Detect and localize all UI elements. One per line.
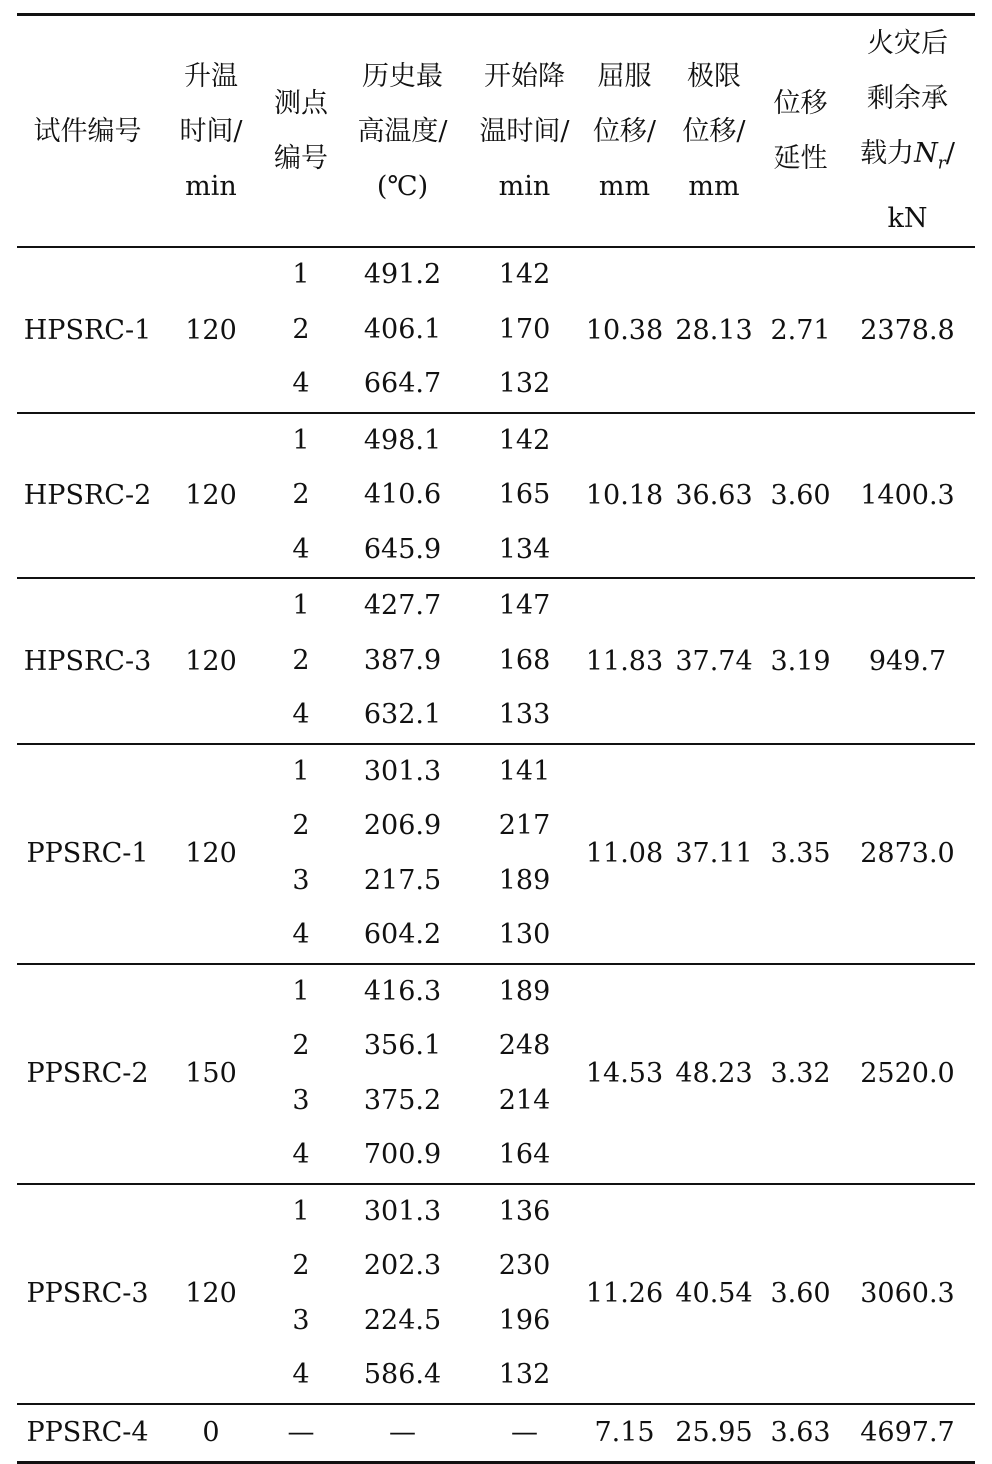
point-no-cell: 4 [292,533,310,565]
point-no-cell: 2 [292,810,310,842]
max-temp-cell: 700.9 [363,1139,442,1171]
point-no-cell: 3 [292,1304,310,1336]
ductility-cell: 3.63 [770,1417,831,1449]
point-no-cell: 1 [292,975,310,1007]
header-cooling-start: 开始降 温时间/ min [479,60,570,202]
heating-time-cell: 120 [185,838,237,870]
ductility-cell: 3.32 [770,1058,831,1090]
max-temp-cell: 410.6 [363,479,442,511]
header-residual-capacity: 火灾后 剩余承 载力$N_r/$ kN [860,28,955,235]
cooling-start-cell: 136 [498,1195,551,1227]
ductility-cell: 3.60 [770,1278,831,1310]
specimen-group [17,744,975,964]
point-no-cell: 4 [292,699,310,731]
point-no-cell: 4 [292,1139,310,1171]
cooling-start-cell: 141 [498,755,551,787]
ultimate-disp-cell: 37.74 [675,645,753,677]
table-row [17,1184,975,1240]
point-no-cell: 1 [292,590,310,622]
ductility-cell: 3.35 [770,838,831,870]
specimen-group [17,247,975,413]
heating-time-cell: 120 [185,1278,237,1310]
cooling-start-cell: 214 [498,1084,551,1116]
ductility-cell: 3.60 [770,480,831,512]
cooling-start-cell: 133 [498,699,551,731]
cooling-start-cell: 132 [498,1359,551,1391]
point-no-cell: 4 [292,368,310,400]
specimen-id-cell: PPSRC-4 [26,1417,149,1449]
max-temp-cell: — [389,1417,416,1449]
ductility-cell: 3.19 [770,645,831,677]
max-temp-cell: 645.9 [363,533,442,565]
cooling-start-cell: 168 [498,644,551,676]
cooling-start-cell: 130 [498,919,551,951]
header-row [17,15,975,248]
results-table-wrapper [17,13,975,1464]
point-no-cell: 2 [292,313,310,345]
max-temp-cell: 427.7 [363,590,442,622]
header-heating-time: 升温 时间/ min [179,60,243,202]
max-temp-cell: 206.9 [363,810,442,842]
max-temp-cell: 416.3 [363,975,442,1007]
residual-capacity-cell: 4697.7 [860,1417,955,1449]
cooling-start-cell: 170 [498,313,551,345]
point-no-cell: 1 [292,424,310,456]
specimen-group [17,1184,975,1404]
point-no-cell: 1 [292,755,310,787]
residual-capacity-cell: 2873.0 [860,838,955,870]
specimen-id-cell: PPSRC-3 [26,1278,149,1310]
max-temp-cell: 498.1 [363,424,442,456]
residual-capacity-cell: 2520.0 [860,1058,955,1090]
point-no-cell: 2 [292,1250,310,1282]
ultimate-disp-cell: 48.23 [675,1058,753,1090]
max-temp-cell: 664.7 [363,368,442,400]
heating-time-cell: 120 [185,314,237,346]
residual-capacity-cell: 949.7 [868,645,947,677]
cooling-start-cell: 217 [498,810,551,842]
cooling-start-cell: 248 [498,1030,551,1062]
max-temp-cell: 301.3 [363,755,442,787]
max-temp-cell: 406.1 [363,313,442,345]
cooling-start-cell: 230 [498,1250,551,1282]
heating-time-cell: 0 [202,1417,220,1449]
max-temp-cell: 301.3 [363,1195,442,1227]
table-row [17,247,975,303]
residual-capacity-cell: 1400.3 [860,480,955,512]
cooling-start-cell: 134 [498,533,551,565]
yield-disp-cell: 11.26 [585,1278,664,1310]
cooling-start-cell: 165 [498,479,551,511]
header-max-temp: 历史最 高温度/ (℃) [357,60,448,202]
heating-time-cell: 120 [185,480,237,512]
point-no-cell: — [287,1417,315,1449]
header-ultimate-disp: 极限 位移/ mm [682,60,746,202]
point-no-cell: 4 [292,919,310,951]
cooling-start-cell: 142 [498,424,551,456]
header-specimen: 试件编号 [33,115,142,147]
yield-disp-cell: 10.18 [585,480,664,512]
yield-disp-cell: 11.83 [585,645,664,677]
max-temp-cell: 202.3 [363,1250,442,1282]
cooling-start-cell: 189 [498,975,551,1007]
specimen-group [17,578,975,744]
point-no-cell: 4 [292,1359,310,1391]
max-temp-cell: 632.1 [363,699,442,731]
specimen-id-cell: HPSRC-2 [23,480,152,512]
table-row [17,1404,975,1463]
point-no-cell: 3 [292,1084,310,1116]
cooling-start-cell: 164 [498,1139,551,1171]
specimen-id-cell: PPSRC-2 [26,1058,149,1090]
cooling-start-cell: 147 [498,590,551,622]
specimen-id-cell: HPSRC-3 [23,645,152,677]
residual-capacity-cell: 3060.3 [860,1278,955,1310]
specimen-id-cell: HPSRC-1 [23,314,152,346]
table-row [17,964,975,1020]
table-row [17,413,975,469]
test-results-table [17,13,975,1464]
max-temp-cell: 491.2 [363,259,442,291]
cooling-start-cell: 189 [498,864,551,896]
cooling-start-cell: 132 [498,368,551,400]
yield-disp-cell: 10.38 [585,314,664,346]
point-no-cell: 3 [292,864,310,896]
max-temp-cell: 387.9 [363,644,442,676]
residual-capacity-cell: 2378.8 [860,314,955,346]
max-temp-cell: 356.1 [363,1030,442,1062]
ductility-cell: 2.71 [770,314,831,346]
header-yield-disp: 屈服 位移/ mm [592,60,657,202]
ultimate-disp-cell: 40.54 [675,1278,753,1310]
point-no-cell: 2 [292,1030,310,1062]
point-no-cell: 1 [292,1195,310,1227]
table-header [17,15,975,248]
cooling-start-cell: 196 [498,1304,551,1336]
max-temp-cell: 604.2 [363,919,442,951]
ultimate-disp-cell: 37.11 [675,838,753,870]
yield-disp-cell: 7.15 [594,1417,655,1449]
header-point: 测点 编号 [274,88,328,175]
heating-time-cell: 150 [185,1058,237,1090]
cooling-start-cell: 142 [498,259,551,291]
max-temp-cell: 586.4 [363,1359,442,1391]
specimen-group [17,1404,975,1463]
table-row [17,578,975,634]
yield-disp-cell: 11.08 [585,838,664,870]
specimen-group [17,964,975,1184]
heating-time-cell: 120 [185,645,237,677]
max-temp-cell: 375.2 [363,1084,442,1116]
point-no-cell: 1 [292,259,310,291]
max-temp-cell: 217.5 [363,864,442,896]
ultimate-disp-cell: 36.63 [675,480,753,512]
max-temp-cell: 224.5 [363,1304,442,1336]
point-no-cell: 2 [292,479,310,511]
ultimate-disp-cell: 25.95 [675,1417,753,1449]
cooling-start-cell: — [511,1417,538,1449]
yield-disp-cell: 14.53 [585,1058,664,1090]
table-row [17,744,975,800]
specimen-id-cell: PPSRC-1 [26,838,149,870]
ultimate-disp-cell: 28.13 [675,314,753,346]
header-ductility: 位移 延性 [773,88,828,175]
point-no-cell: 2 [292,644,310,676]
specimen-group [17,413,975,579]
